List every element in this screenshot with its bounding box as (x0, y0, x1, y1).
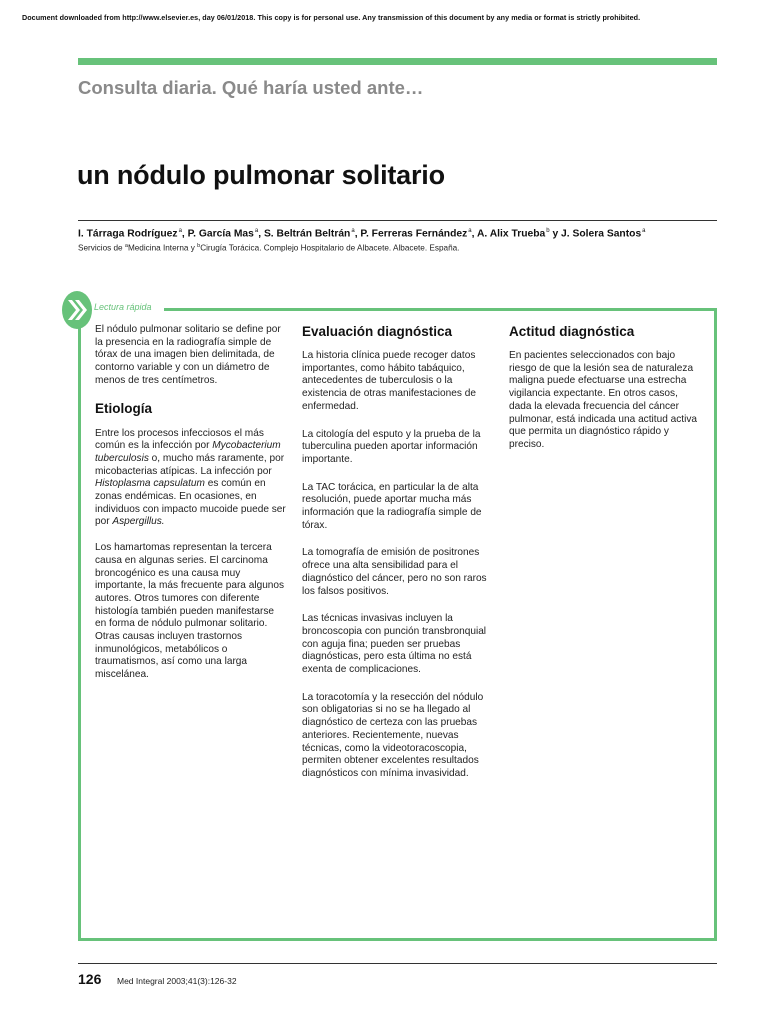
text-run: Entre los procesos infecciosos el más común es la infección por (95, 427, 264, 452)
author-name: P. Ferreras Fernández (360, 228, 468, 240)
evaluation-paragraph: Las técnicas invasivas incluyen la broncoscopia con punción transbronquial con aguja fina; pueden ser pruebas diagnósticas, pero esta última no está exenta de complicaciones. (302, 613, 487, 676)
download-notice: Document downloaded from http://www.elsevier.es, day 06/01/2018. This copy is for personal use. Any transmission of this document by any media or format is strictly prohibited. (22, 13, 641, 22)
quick-read-label: Lectura rápida (94, 302, 152, 312)
evaluation-paragraph: La citología del esputo y la prueba de la tuberculina pueden aportar información importante. (302, 428, 481, 465)
text-run: o, mucho más raramente, por micobacterias atípicas. La infección por (95, 452, 285, 477)
column-left (95, 324, 287, 695)
heading-evaluacion: Evaluación diagnóstica (302, 324, 453, 339)
author-affiliation-mark: a (351, 228, 355, 234)
etiology-paragraph (95, 428, 287, 530)
author-affiliation-mark: a (254, 228, 259, 234)
author-affiliation-mark: b (546, 228, 550, 234)
affiliation-department: Medicina Interna y (127, 243, 198, 253)
title-divider (78, 220, 717, 221)
author-name: P. García Mas (187, 228, 254, 240)
author-name: A. Alix Trueba (476, 228, 546, 240)
author-affiliation (78, 243, 459, 253)
evaluation-paragraph: La historia clínica puede recoger datos importantes, como hábito tabáquico, antecedentes de tuberculosis o la existencia de otras manifestaciones de enfermedad. (302, 350, 476, 412)
author-list (78, 228, 646, 239)
quick-read-box-top-border (164, 308, 717, 311)
author-affiliation-mark: a (468, 228, 472, 234)
affiliation-mark: a (124, 243, 128, 249)
author-separator: , (471, 228, 477, 240)
author-name: I. Tárraga Rodríguez (78, 228, 178, 240)
footer-divider (78, 963, 717, 964)
author-separator: y (549, 228, 562, 240)
intro-paragraph: El nódulo pulmonar solitario se define por la presencia en la radiografía simple de tórax de una imagen bien delimitada, de contorno variable y con un diámetro de menos de tres centímetros. (95, 324, 281, 386)
author-affiliation-mark: a (178, 228, 182, 234)
section-title: Consulta diaria. Qué haría usted ante… (78, 77, 424, 98)
affiliation-mark: b (197, 243, 201, 249)
column-right (509, 350, 701, 465)
author-affiliation-mark: a (642, 228, 646, 234)
author-name: J. Solera Santos (561, 228, 642, 240)
journal-citation: Med Integral 2003;41(3):126-32 (117, 976, 237, 986)
etiology-paragraph: Los hamartomas representan la tercera causa en algunas series. El carcinoma broncogénico es una causa muy importante, la más frecuente para algunos autores. Otros tumores con diferente histología también pueden manifestarse en forma de nódulo pulmonar solitario. Otras causas incluyen trastornos inmunológicos, metabólicos o traumatismos, así como una larga miscelánea. (95, 542, 285, 681)
column-middle (302, 350, 494, 796)
affiliation-department: Cirugía Torácica. Complejo Hospitalario de Albacete. Albacete. España. (200, 243, 460, 253)
evaluation-paragraph: La toracotomía y la resección del nódulo son obligatorias si no se ha llegado al diagnóstico de certeza con las pruebas anteriores. Recientemente, nuevas técnicas, como la videotoracoscopia, permiten obtener excelentes resultados diagnósticos con mínima invasividad. (302, 691, 484, 779)
author-separator: , (258, 228, 264, 240)
text-run: es común en zonas endémicas. En ocasiones, en individuos con impacto mucoide puede ser por (95, 478, 286, 528)
heading-etiologia: Etiología (95, 400, 152, 416)
species-name: Histoplasma capsulatum (95, 478, 205, 490)
author-name: S. Beltrán Beltrán (263, 228, 351, 240)
author-separator: , (354, 228, 361, 240)
heading-actitud: Actitud diagnóstica (509, 324, 635, 339)
species-name: Mycobacterium tuberculosis (95, 440, 281, 464)
section-color-bar (78, 58, 717, 65)
affiliation-prefix: Servicios de (78, 243, 125, 253)
article-title: un nódulo pulmonar solitario (77, 160, 445, 190)
page-number: 126 (78, 971, 102, 987)
attitude-paragraph: En pacientes seleccionados con bajo riesgo de que la lesión sea de naturaleza maligna puede efectuarse una estrecha vigilancia expectante. En otros casos, dada la elevada frecuencia del cáncer pulmonar, está indicada una actitud activa que permita un diagnóstico rápido y preciso. (509, 350, 697, 450)
species-name: Aspergillus. (112, 516, 165, 528)
evaluation-paragraph: La TAC torácica, en particular la de alta resolución, puede aportar mucha más información que la radiografía simple de tórax. (302, 481, 482, 531)
double-chevron-right-icon (62, 291, 92, 329)
evaluation-paragraph: La tomografía de emisión de positrones ofrece una alta sensibilidad para el diagnóstico del cáncer, pero no son raros los falsos positivos. (302, 547, 487, 597)
author-separator: , (181, 228, 188, 240)
